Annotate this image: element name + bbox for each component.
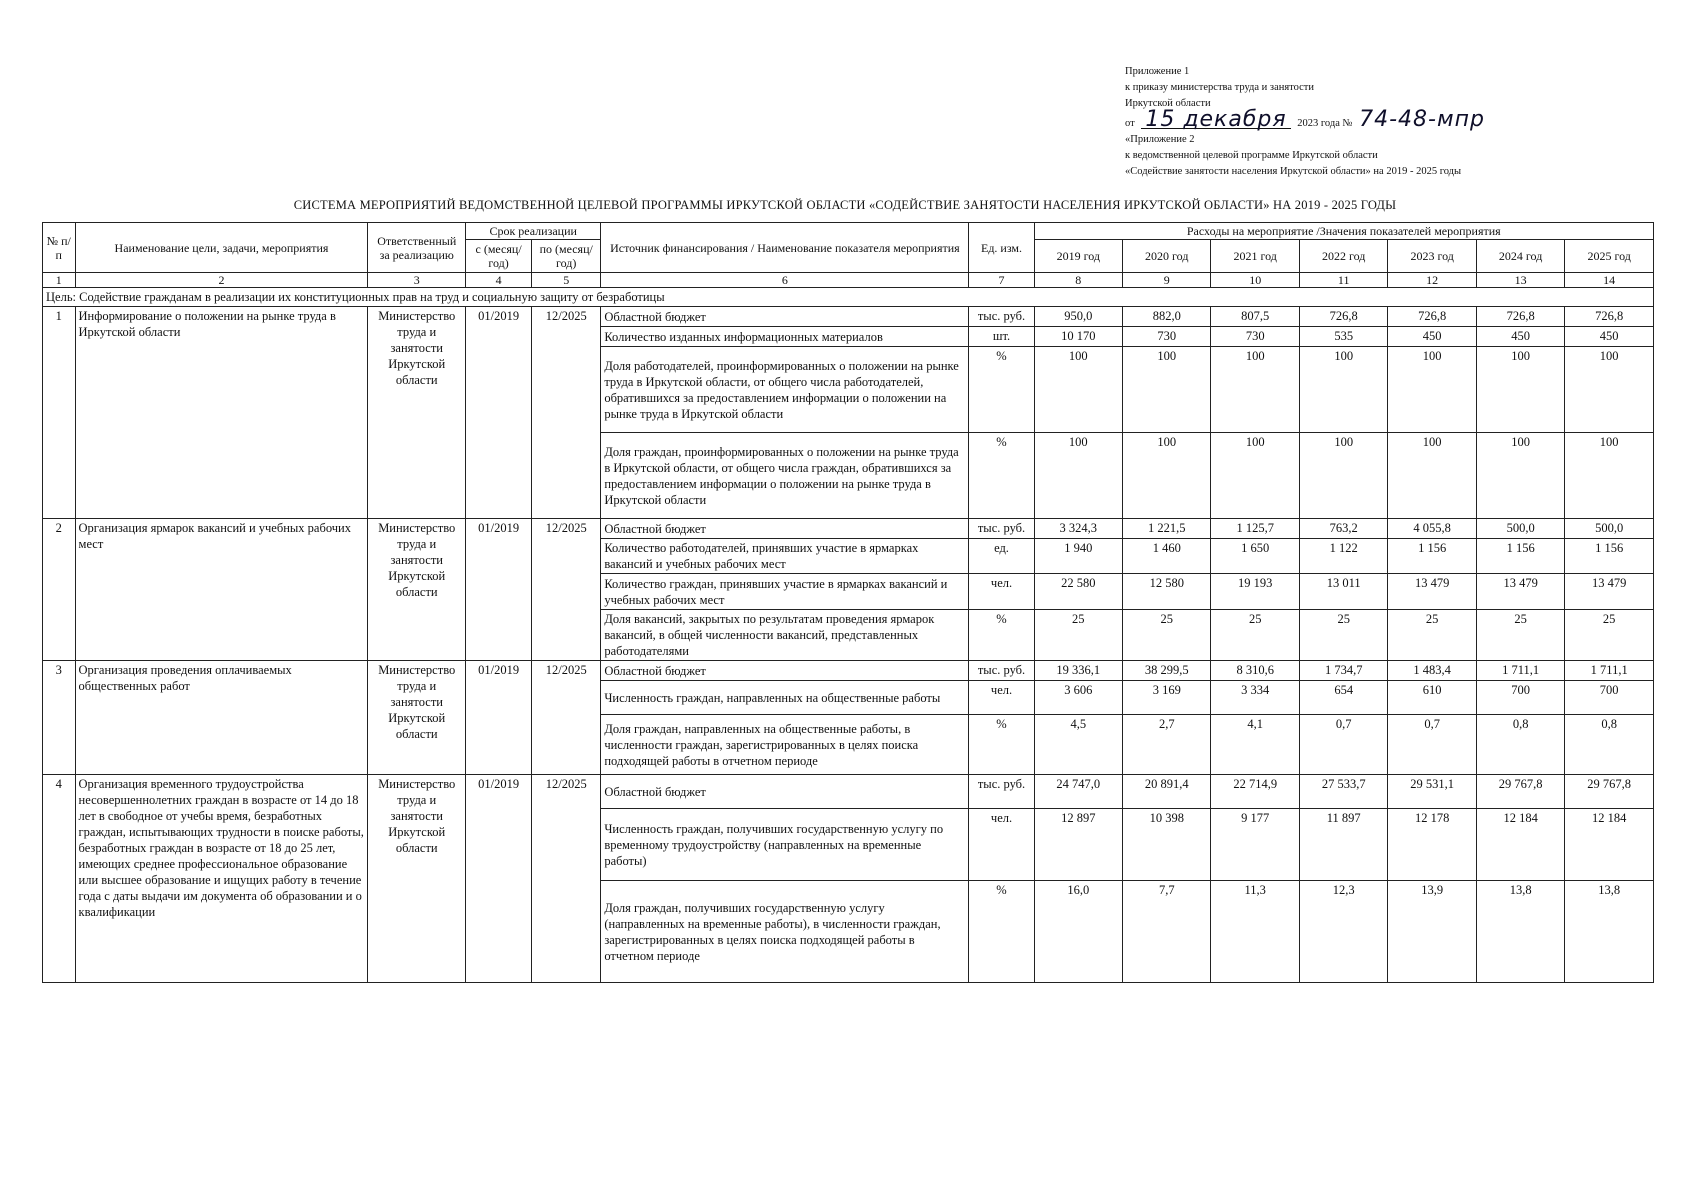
year-value: 100 xyxy=(1123,347,1211,433)
event-start: 01/2019 xyxy=(466,307,532,519)
year-value: 24 747,0 xyxy=(1034,775,1122,809)
year-value: 2,7 xyxy=(1123,715,1211,775)
handwritten-date: 15 декабря xyxy=(1141,112,1290,129)
indicator-label: Количество изданных информационных материалов xyxy=(601,327,969,347)
year-value: 13 479 xyxy=(1476,574,1564,610)
event-number: 1 xyxy=(43,307,76,519)
event-number: 2 xyxy=(43,519,76,661)
year-value: 12 178 xyxy=(1388,809,1476,881)
year-value: 654 xyxy=(1299,681,1387,715)
year-value: 13 011 xyxy=(1299,574,1387,610)
year-value: 450 xyxy=(1565,327,1654,347)
header-resp: Ответственный за реализацию xyxy=(368,223,466,273)
year-value: 500,0 xyxy=(1565,519,1654,539)
year-value: 100 xyxy=(1034,433,1122,519)
event-name: Информирование о положении на рынке труда в Иркутской области xyxy=(75,307,368,519)
event-responsible: Министерство труда и занятости Иркутской области xyxy=(368,661,466,775)
year-value: 25 xyxy=(1034,610,1122,661)
goal-text: Цель: Содействие гражданам в реализации их конституционных прав на труд и социальную защиту от безработицы xyxy=(43,288,1654,307)
col-number: 1 xyxy=(43,273,76,288)
year-value: 726,8 xyxy=(1476,307,1564,327)
year-value: 29 531,1 xyxy=(1388,775,1476,809)
event-start: 01/2019 xyxy=(466,519,532,661)
column-number-row xyxy=(43,273,1654,288)
header-to: по (месяц/год) xyxy=(532,240,601,273)
indicator-unit: % xyxy=(969,715,1034,775)
year-value: 13,9 xyxy=(1388,881,1476,983)
year-value: 1 221,5 xyxy=(1123,519,1211,539)
indicator-unit: % xyxy=(969,881,1034,983)
indicator-label: Доля граждан, получивших государственную услугу (направленных на временные работы), в численности граждан, зарегистрированных в целях поиска подходящей работы в отчетном периоде xyxy=(601,881,969,983)
year-text: 2023 года № xyxy=(1297,118,1353,129)
year-value: 100 xyxy=(1211,433,1299,519)
col-number: 14 xyxy=(1565,273,1654,288)
year-value: 25 xyxy=(1388,610,1476,661)
year-value: 3 606 xyxy=(1034,681,1122,715)
year-value: 100 xyxy=(1034,347,1122,433)
indicator-unit: % xyxy=(969,347,1034,433)
table-row xyxy=(43,307,1654,327)
indicator-label: Областной бюджет xyxy=(601,775,969,809)
indicator-label: Доля вакансий, закрытых по результатам проведения ярмарок вакансий, в общей численности вакансий, представленных работодателями xyxy=(601,610,969,661)
header-num: № п/п xyxy=(43,223,76,273)
year-value: 25 xyxy=(1565,610,1654,661)
col-number: 2 xyxy=(75,273,368,288)
event-end: 12/2025 xyxy=(532,775,601,983)
header-year: 2019 год xyxy=(1034,240,1122,273)
indicator-unit: шт. xyxy=(969,327,1034,347)
indicator-unit: тыс. руб. xyxy=(969,519,1034,539)
year-value: 4,5 xyxy=(1034,715,1122,775)
year-value: 8 310,6 xyxy=(1211,661,1299,681)
year-value: 22 580 xyxy=(1034,574,1122,610)
year-value: 100 xyxy=(1476,433,1564,519)
header-unit: Ед. изм. xyxy=(969,223,1034,273)
col-number: 6 xyxy=(601,273,969,288)
indicator-unit: % xyxy=(969,433,1034,519)
year-value: 27 533,7 xyxy=(1299,775,1387,809)
year-value: 12 184 xyxy=(1565,809,1654,881)
event-name: Организация временного трудоустройства несовершеннолетних граждан в возрасте от 14 до 18 лет в свободное от учебы время, безработных граждан, испытывающих трудности в поиске работы, безработных граждан в возрасте от 18 до 25 лет, имеющих среднее профессиональное образование или высшее образование и ищущих работу в течение года с даты выдачи им документа об образовании и о квалификации xyxy=(75,775,368,983)
col-number: 7 xyxy=(969,273,1034,288)
approval-line-2: к приказу министерства труда и занятости xyxy=(1125,82,1315,93)
year-value: 730 xyxy=(1123,327,1211,347)
header-source: Источник финансирования / Наименование показателя мероприятия xyxy=(601,223,969,273)
date-prefix: от xyxy=(1125,118,1135,129)
year-value: 29 767,8 xyxy=(1565,775,1654,809)
year-value: 726,8 xyxy=(1565,307,1654,327)
year-value: 22 714,9 xyxy=(1211,775,1299,809)
year-value: 16,0 xyxy=(1034,881,1122,983)
col-number: 9 xyxy=(1123,273,1211,288)
year-value: 450 xyxy=(1476,327,1564,347)
event-end: 12/2025 xyxy=(532,519,601,661)
year-value: 12 897 xyxy=(1034,809,1122,881)
year-value: 0,8 xyxy=(1565,715,1654,775)
year-value: 13,8 xyxy=(1476,881,1564,983)
year-value: 100 xyxy=(1299,433,1387,519)
event-responsible: Министерство труда и занятости Иркутской области xyxy=(368,519,466,661)
year-value: 0,7 xyxy=(1299,715,1387,775)
year-value: 3 324,3 xyxy=(1034,519,1122,539)
approval-line-3: Иркутской области xyxy=(1125,98,1211,109)
header-year: 2022 год xyxy=(1299,240,1387,273)
year-value: 1 156 xyxy=(1388,539,1476,574)
indicator-label: Областной бюджет xyxy=(601,661,969,681)
indicator-label: Численность граждан, получивших государственную услугу по временному трудоустройству (направленных на временные работы) xyxy=(601,809,969,881)
year-value: 25 xyxy=(1123,610,1211,661)
year-value: 13 479 xyxy=(1388,574,1476,610)
year-value: 500,0 xyxy=(1476,519,1564,539)
appendix-line-3: «Содействие занятости населения Иркутской области» на 2019 - 2025 годы xyxy=(1125,166,1462,177)
year-value: 450 xyxy=(1388,327,1476,347)
indicator-label: Доля граждан, направленных на общественные работы, в численности граждан, зарегистрированных в целях поиска подходящей работы в отчетном периоде xyxy=(601,715,969,775)
year-value: 3 169 xyxy=(1123,681,1211,715)
event-number: 4 xyxy=(43,775,76,983)
approval-date-line xyxy=(1125,107,1585,132)
year-value: 100 xyxy=(1565,347,1654,433)
year-value: 4 055,8 xyxy=(1388,519,1476,539)
year-value: 100 xyxy=(1123,433,1211,519)
year-value: 730 xyxy=(1211,327,1299,347)
year-value: 0,7 xyxy=(1388,715,1476,775)
year-value: 950,0 xyxy=(1034,307,1122,327)
col-number: 10 xyxy=(1211,273,1299,288)
handwritten-number: 74-48-мпр xyxy=(1359,107,1485,132)
year-value: 7,7 xyxy=(1123,881,1211,983)
year-value: 1 711,1 xyxy=(1476,661,1564,681)
year-value: 100 xyxy=(1388,433,1476,519)
indicator-unit: тыс. руб. xyxy=(969,661,1034,681)
col-number: 11 xyxy=(1299,273,1387,288)
indicator-label: Численность граждан, направленных на общественные работы xyxy=(601,681,969,715)
year-value: 3 334 xyxy=(1211,681,1299,715)
year-value: 700 xyxy=(1565,681,1654,715)
approval-note xyxy=(1125,64,1585,180)
indicator-label: Количество граждан, принявших участие в ярмарках вакансий и учебных рабочих мест xyxy=(601,574,969,610)
table-row xyxy=(43,661,1654,681)
year-value: 10 170 xyxy=(1034,327,1122,347)
year-value: 19 336,1 xyxy=(1034,661,1122,681)
indicator-label: Областной бюджет xyxy=(601,307,969,327)
event-end: 12/2025 xyxy=(532,307,601,519)
year-value: 882,0 xyxy=(1123,307,1211,327)
indicator-unit: чел. xyxy=(969,574,1034,610)
indicator-label: Количество работодателей, принявших участие в ярмарках вакансий и учебных рабочих мест xyxy=(601,539,969,574)
header-year: 2023 год xyxy=(1388,240,1476,273)
year-value: 0,8 xyxy=(1476,715,1564,775)
year-value: 13 479 xyxy=(1565,574,1654,610)
header-year: 2024 год xyxy=(1476,240,1564,273)
year-value: 11 897 xyxy=(1299,809,1387,881)
year-value: 12 184 xyxy=(1476,809,1564,881)
approval-line-1: Приложение 1 xyxy=(1125,66,1190,77)
year-value: 1 734,7 xyxy=(1299,661,1387,681)
year-value: 10 398 xyxy=(1123,809,1211,881)
year-value: 25 xyxy=(1299,610,1387,661)
year-value: 1 650 xyxy=(1211,539,1299,574)
event-responsible: Министерство труда и занятости Иркутской области xyxy=(368,307,466,519)
table-row xyxy=(43,519,1654,539)
indicator-unit: % xyxy=(969,610,1034,661)
year-value: 535 xyxy=(1299,327,1387,347)
year-value: 4,1 xyxy=(1211,715,1299,775)
events-table xyxy=(42,222,1654,983)
year-value: 1 122 xyxy=(1299,539,1387,574)
year-value: 1 940 xyxy=(1034,539,1122,574)
year-value: 807,5 xyxy=(1211,307,1299,327)
event-start: 01/2019 xyxy=(466,661,532,775)
col-number: 4 xyxy=(466,273,532,288)
col-number: 13 xyxy=(1476,273,1564,288)
year-value: 25 xyxy=(1211,610,1299,661)
appendix-line-2: к ведомственной целевой программе Иркутской области xyxy=(1125,150,1378,161)
indicator-unit: тыс. руб. xyxy=(969,307,1034,327)
year-value: 726,8 xyxy=(1299,307,1387,327)
appendix-line-1: «Приложение 2 xyxy=(1125,134,1195,145)
year-value: 1 483,4 xyxy=(1388,661,1476,681)
event-name: Организация ярмарок вакансий и учебных рабочих мест xyxy=(75,519,368,661)
year-value: 1 460 xyxy=(1123,539,1211,574)
event-number: 3 xyxy=(43,661,76,775)
header-year: 2020 год xyxy=(1123,240,1211,273)
year-value: 12 580 xyxy=(1123,574,1211,610)
indicator-unit: чел. xyxy=(969,809,1034,881)
col-number: 3 xyxy=(368,273,466,288)
header-period: Срок реализации xyxy=(466,223,601,240)
indicator-unit: чел. xyxy=(969,681,1034,715)
indicator-label: Доля работодателей, проинформированных о положении на рынке труда в Иркутской области, от общего числа работодателей, обратившихся за предоставлением информации о положении на рынке труда в Иркутской области xyxy=(601,347,969,433)
year-value: 100 xyxy=(1388,347,1476,433)
year-value: 100 xyxy=(1476,347,1564,433)
indicator-unit: тыс. руб. xyxy=(969,775,1034,809)
year-value: 100 xyxy=(1211,347,1299,433)
year-value: 38 299,5 xyxy=(1123,661,1211,681)
year-value: 29 767,8 xyxy=(1476,775,1564,809)
year-value: 100 xyxy=(1565,433,1654,519)
header-year: 2025 год xyxy=(1565,240,1654,273)
document-title: СИСТЕМА МЕРОПРИЯТИЙ ВЕДОМСТВЕННОЙ ЦЕЛЕВОЙ ПРОГРАММЫ ИРКУТСКОЙ ОБЛАСТИ «СОДЕЙСТВИЕ ЗАНЯТОСТИ НАСЕЛЕНИЯ ИРКУТСКОЙ ОБЛАСТИ» НА 2019 - 2025 ГОДЫ xyxy=(293,198,1397,212)
table-row xyxy=(43,775,1654,809)
col-number: 5 xyxy=(532,273,601,288)
indicator-label: Доля граждан, проинформированных о положении на рынке труда в Иркутской области, от общего числа граждан, обратившихся за предоставлением информации о положении на рынке труда в Иркутской области xyxy=(601,433,969,519)
year-value: 1 125,7 xyxy=(1211,519,1299,539)
header-expenses: Расходы на мероприятие /Значения показателей мероприятия xyxy=(1034,223,1653,240)
year-value: 100 xyxy=(1299,347,1387,433)
col-number: 8 xyxy=(1034,273,1122,288)
event-name: Организация проведения оплачиваемых общественных работ xyxy=(75,661,368,775)
year-value: 726,8 xyxy=(1388,307,1476,327)
event-responsible: Министерство труда и занятости Иркутской области xyxy=(368,775,466,983)
year-value: 700 xyxy=(1476,681,1564,715)
event-start: 01/2019 xyxy=(466,775,532,983)
year-value: 1 156 xyxy=(1565,539,1654,574)
year-value: 1 156 xyxy=(1476,539,1564,574)
header-name: Наименование цели, задачи, мероприятия xyxy=(75,223,368,273)
year-value: 25 xyxy=(1476,610,1564,661)
year-value: 13,8 xyxy=(1565,881,1654,983)
col-number: 12 xyxy=(1388,273,1476,288)
header-from: с (месяц/год) xyxy=(466,240,532,273)
year-value: 12,3 xyxy=(1299,881,1387,983)
year-value: 19 193 xyxy=(1211,574,1299,610)
year-value: 610 xyxy=(1388,681,1476,715)
indicator-unit: ед. xyxy=(969,539,1034,574)
year-value: 763,2 xyxy=(1299,519,1387,539)
goal-row xyxy=(43,288,1654,307)
year-value: 20 891,4 xyxy=(1123,775,1211,809)
event-end: 12/2025 xyxy=(532,661,601,775)
indicator-label: Областной бюджет xyxy=(601,519,969,539)
year-value: 1 711,1 xyxy=(1565,661,1654,681)
header-year: 2021 год xyxy=(1211,240,1299,273)
year-value: 9 177 xyxy=(1211,809,1299,881)
year-value: 11,3 xyxy=(1211,881,1299,983)
